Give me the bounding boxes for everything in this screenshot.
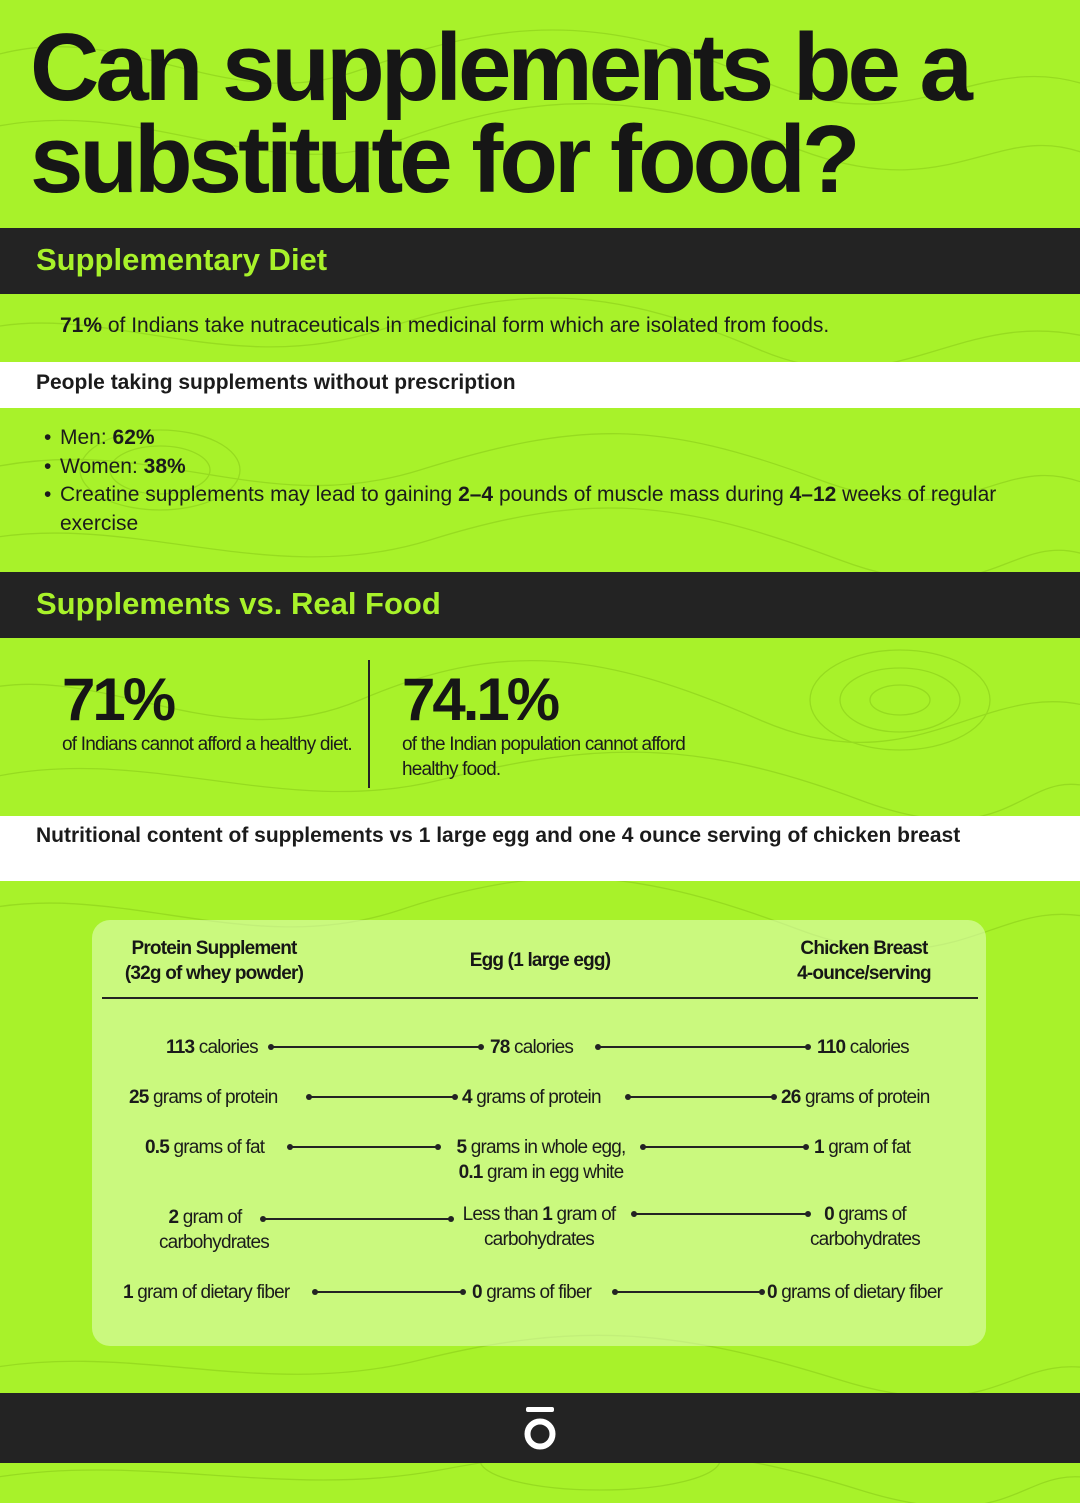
row-connector (598, 1046, 808, 1048)
men-value: 62% (112, 426, 155, 449)
stat-value: 74.1% (402, 666, 558, 733)
header-rule (102, 997, 978, 999)
table-cell: 0 grams of dietary fiber (767, 1282, 943, 1303)
table-cell: 78 calories (490, 1037, 574, 1058)
table-cell: 110 calories (817, 1037, 909, 1058)
stat-block (62, 666, 352, 757)
row-connector (615, 1291, 762, 1293)
table-cell: 113 calories (166, 1037, 258, 1058)
brand-logo-icon (520, 1405, 560, 1451)
table-cell: 1 gram of fat (814, 1137, 911, 1158)
row-connector (309, 1096, 455, 1098)
section-title: Supplementary Diet (36, 242, 328, 277)
table-cell: 5 grams in whole egg, 0.1 gram in egg white (456, 1137, 626, 1183)
women-value: 38% (143, 454, 186, 478)
list-item-creatine: • Creatine supplements may lead to gaining 2–4 pounds of muscle mass during 4–12 weeks of regular exercise (44, 481, 1044, 538)
page-title: Can supplements be a substitute for food? (30, 14, 969, 213)
subheading-nutrition: Nutritional content of supplements vs 1 large egg and one 4 ounce serving of chicken breast (36, 824, 961, 847)
row-connector (315, 1291, 463, 1293)
row-connector (271, 1046, 481, 1048)
section-header-supplements-vs-food (0, 572, 1080, 638)
column-header-protein-supplement: Protein Supplement (32g of whey powder) (124, 938, 304, 984)
intro-text: of Indians take nutraceuticals in medicinal form which are isolated from foods. (102, 314, 830, 337)
table-cell: 4 grams of protein (462, 1087, 601, 1108)
table-cell: 1 gram of dietary fiber (123, 1282, 290, 1303)
row-connector (263, 1218, 451, 1220)
table-cell: 0 grams of carbohydrates (809, 1204, 920, 1250)
stat-text: of the Indian population cannot afford healthy food. (402, 734, 685, 780)
list-item-men: • Men: 62% (44, 424, 1044, 453)
row-connector (628, 1096, 774, 1098)
table-cell: 0 grams of fiber (472, 1282, 592, 1303)
subheading-band (0, 362, 1080, 408)
list-item-women: • Women: 38% (44, 453, 1044, 482)
subheading-prescription: People taking supplements without prescription (36, 371, 516, 394)
column-header-egg: Egg (1 large egg) (469, 950, 611, 971)
row-connector (643, 1146, 806, 1148)
row-connector (634, 1213, 808, 1215)
row-connector (290, 1146, 438, 1148)
bullet-list (44, 424, 1044, 538)
intro-percent: 71% (60, 314, 103, 337)
table-cell: 25 grams of protein (129, 1087, 278, 1108)
section-header-supplementary-diet (0, 228, 1080, 294)
section-title: Supplements vs. Real Food (36, 586, 441, 621)
stat-value: 71% (62, 666, 174, 733)
stat-block (402, 666, 692, 782)
intro-statement (60, 314, 829, 338)
table-cell: 0.5 grams of fat (145, 1137, 265, 1158)
table-cell: Less than 1 gram of carbohydrates (462, 1204, 616, 1250)
stat-divider (368, 660, 370, 788)
stat-text: of Indians cannot afford a healthy diet. (62, 734, 352, 755)
subheading-band (0, 816, 1080, 881)
column-header-chicken: Chicken Breast 4-ounce/serving (797, 938, 931, 984)
table-cell: 26 grams of protein (781, 1087, 930, 1108)
table-cell: 2 gram of carbohydrates (158, 1207, 269, 1253)
